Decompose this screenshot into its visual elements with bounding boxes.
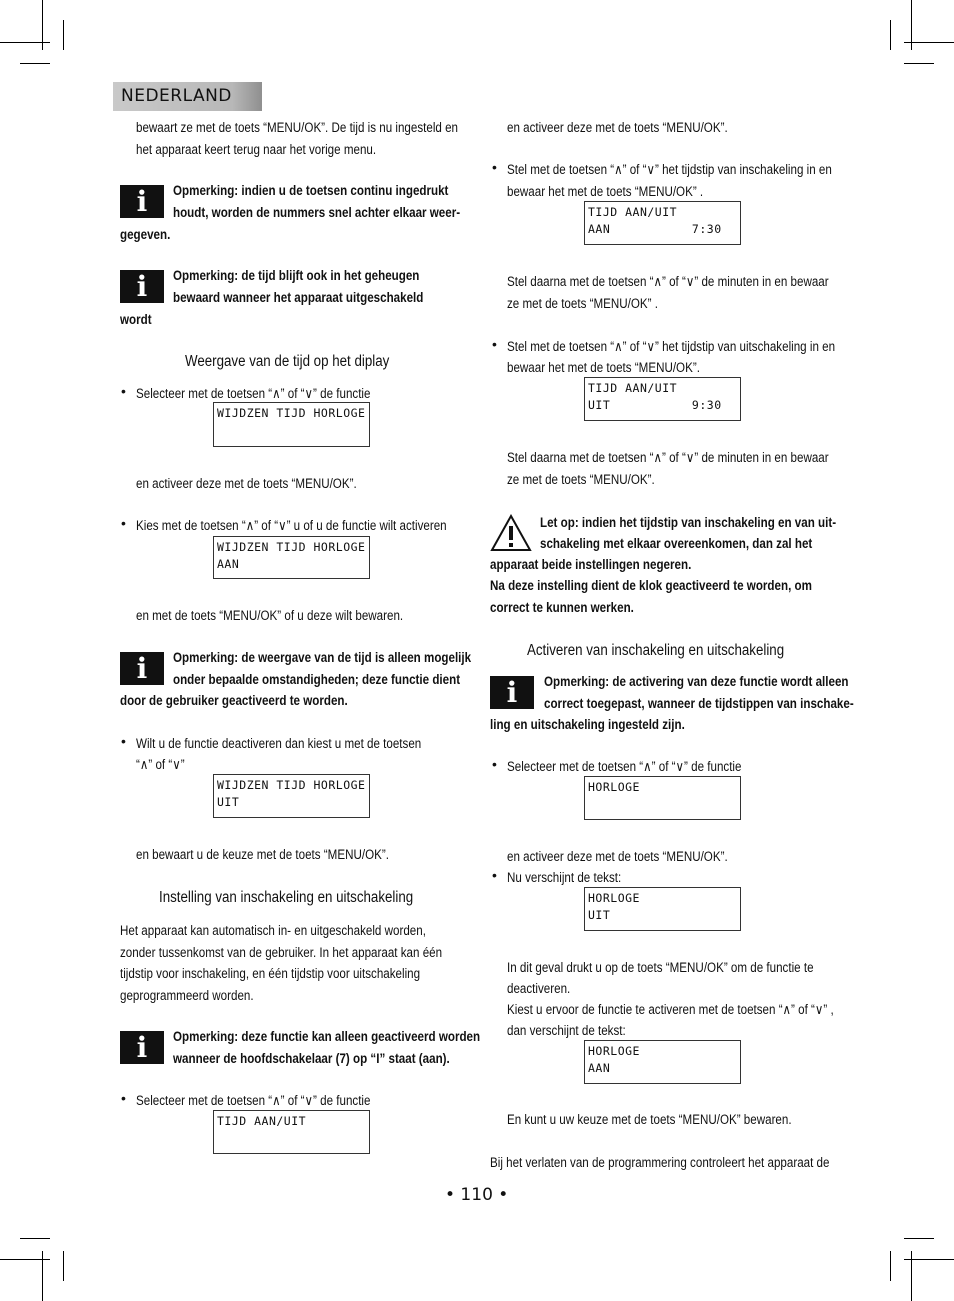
warning-line: schakeling met elkaar overeenkomen, dan zal het <box>540 536 813 551</box>
crop-mark <box>63 20 64 50</box>
bullet: • <box>492 159 497 175</box>
lcd-line: HORLOGE <box>588 780 640 794</box>
bullet-text: Nu verschijnt de tekst: <box>507 870 622 885</box>
lcd-display <box>584 1040 741 1084</box>
warning-line: apparaat beide instellingen negeren. <box>490 557 692 572</box>
bullet: • <box>121 515 126 531</box>
info-icon: i <box>120 1031 164 1064</box>
note-line: Opmerking: deze functie kan alleen geactiveerd worden <box>173 1029 481 1044</box>
info-icon: i <box>120 652 164 685</box>
paragraph: en activeer deze met de toets “MENU/OK”. <box>136 476 357 491</box>
bullet: • <box>121 1090 126 1106</box>
paragraph: Stel daarna met de toetsen “∧” of “∨” de minuten in en bewaar <box>507 450 829 465</box>
paragraph: ze met de toets “MENU/OK”. <box>507 472 655 487</box>
note-line: bewaard wanneer het apparaat uitgeschakeld <box>173 290 424 305</box>
paragraph: geprogrammeerd worden. <box>120 988 254 1003</box>
lcd-line: WIJDZEN TIJD HORLOGE <box>217 540 366 554</box>
paragraph: ze met de toets “MENU/OK” . <box>507 296 658 311</box>
bullet-text: Selecteer met de toetsen “∧” of “∨” de functie <box>507 759 742 774</box>
paragraph: tijdstip voor inschakeling, en één tijdstip voor uitschakeling <box>120 966 421 981</box>
paragraph: In dit geval drukt u op de toets “MENU/OK” om de functie te <box>507 960 814 975</box>
lcd-display <box>213 536 370 579</box>
crop-mark <box>20 63 50 64</box>
crop-mark <box>890 1251 891 1281</box>
note-line: wanneer de hoofdschakelaar (7) op “I” staat (aan). <box>173 1051 450 1066</box>
info-icon: i <box>120 185 164 218</box>
lcd-display <box>213 774 370 818</box>
language-label: NEDERLAND <box>121 86 232 106</box>
note-line: Opmerking: de activering van deze functie wordt alleen <box>544 674 849 689</box>
lcd-line: WIJDZEN TIJD HORLOGE <box>217 778 366 792</box>
warning-line: correct te kunnen werken. <box>490 600 634 615</box>
bullet-text: bewaar het met de toets “MENU/OK”. <box>507 360 700 375</box>
note-line: ling en uitschakeling ingesteld zijn. <box>490 717 685 732</box>
lcd-line: AAN <box>588 1061 611 1075</box>
bullet-text: Wilt u de functie deactiveren dan kiest u met de toetsen <box>136 736 422 751</box>
bullet: • <box>121 383 126 399</box>
warning-line: Na deze instelling dient de klok geactiveerd te worden, om <box>490 578 812 593</box>
lcd-display <box>584 377 741 421</box>
note-line: gegeven. <box>120 227 171 242</box>
lcd-line: UIT 9:30 <box>588 398 722 412</box>
lcd-line: UIT <box>217 795 240 809</box>
paragraph: Het apparaat kan automatisch in- en uitgeschakeld worden, <box>120 923 426 938</box>
crop-mark <box>20 1238 50 1239</box>
note-line: houdt, worden de nummers snel achter elkaar weer- <box>173 205 461 220</box>
note-line: door de gebruiker geactiveerd te worden. <box>120 693 348 708</box>
crop-mark <box>890 20 891 50</box>
warning-icon <box>490 514 532 552</box>
lcd-display <box>584 887 741 931</box>
lcd-line: WIJDZEN TIJD HORLOGE <box>217 406 366 420</box>
note-line: correct toegepast, wanneer de tijdstippen van inschake- <box>544 696 854 711</box>
bullet: • <box>492 336 497 352</box>
crop-mark <box>904 63 934 64</box>
bullet: • <box>121 733 126 749</box>
note-line: Opmerking: indien u de toetsen continu ingedrukt <box>173 183 449 198</box>
crop-mark <box>904 42 954 43</box>
paragraph: en activeer deze met de toets “MENU/OK”. <box>507 849 728 864</box>
bullet-text: Stel met de toetsen “∧” of “∨” het tijdstip van inschakeling in en <box>507 162 832 177</box>
paragraph: Bij het verlaten van de programmering controleert het apparaat de <box>490 1155 830 1170</box>
note-line: Opmerking: de weergave van de tijd is alleen mogelijk <box>173 650 472 665</box>
paragraph: dan verschijnt de tekst: <box>507 1023 626 1038</box>
paragraph: en met de toets “MENU/OK” of u deze wilt bewaren. <box>136 608 404 623</box>
crop-mark <box>904 1259 954 1260</box>
info-icon: i <box>490 676 534 709</box>
lcd-display <box>213 402 370 447</box>
bullet-text: Kies met de toetsen “∧” of “∨” u of u de functie wilt activeren <box>136 518 447 533</box>
warning-line: Let op: indien het tijdstip van inschakeling en van uit- <box>540 515 837 530</box>
crop-mark <box>0 1259 50 1260</box>
section-heading: Activeren van inschakeling en uitschakeling <box>527 642 785 659</box>
language-tab <box>113 82 262 111</box>
bullet: • <box>492 867 497 883</box>
lcd-line: TIJD AAN/UIT <box>588 205 678 219</box>
section-heading: Instelling van inschakeling en uitschakeling <box>159 889 414 906</box>
paragraph: zonder tussenkomst van de gebruiker. In het apparaat kan één <box>120 945 443 960</box>
bullet-text: Selecteer met de toetsen “∧” of “∨” de functie <box>136 386 371 401</box>
lcd-display <box>213 1110 370 1154</box>
paragraph: het apparaat keert terug naar het vorige menu. <box>136 142 377 157</box>
crop-mark <box>0 42 50 43</box>
lcd-line: AAN 7:30 <box>588 222 722 236</box>
paragraph: bewaart ze met de toets “MENU/OK”. De tijd is nu ingesteld en <box>136 120 459 135</box>
lcd-line: HORLOGE <box>588 891 640 905</box>
paragraph: Stel daarna met de toetsen “∧” of “∨” de minuten in en bewaar <box>507 274 829 289</box>
bullet-text: “∧” of “∨” <box>136 757 185 772</box>
bullet-text: Selecteer met de toetsen “∧” of “∨” de functie <box>136 1093 371 1108</box>
lcd-line: AAN <box>217 557 240 571</box>
paragraph: en bewaart u de keuze met de toets “MENU/OK”. <box>136 847 389 862</box>
bullet-text: Stel met de toetsen “∧” of “∨” het tijdstip van uitschakeling in en <box>507 339 836 354</box>
crop-mark <box>63 1251 64 1281</box>
paragraph: En kunt u uw keuze met de toets “MENU/OK” bewaren. <box>507 1112 792 1127</box>
bullet-text: bewaar het met de toets “MENU/OK” . <box>507 184 704 199</box>
lcd-line: UIT <box>588 908 611 922</box>
bullet: • <box>492 756 497 772</box>
info-icon: i <box>120 270 164 303</box>
note-line: Opmerking: de tijd blijft ook in het geheugen <box>173 268 420 283</box>
lcd-line: TIJD AAN/UIT <box>588 381 678 395</box>
paragraph: deactiveren. <box>507 981 571 996</box>
lcd-display <box>584 201 741 245</box>
lcd-display <box>584 776 741 820</box>
crop-mark <box>904 1238 934 1239</box>
note-line: onder bepaalde omstandigheden; deze functie dient <box>173 672 461 687</box>
page-number: • 110 • <box>445 1185 509 1205</box>
paragraph: Kiest u ervoor de functie te activeren met de toetsen “∧” of “∨” , <box>507 1002 834 1017</box>
section-heading: Weergave van de tijd op het diplay <box>185 353 390 370</box>
lcd-line: TIJD AAN/UIT <box>217 1114 307 1128</box>
lcd-line: HORLOGE <box>588 1044 640 1058</box>
note-line: wordt <box>120 312 152 327</box>
paragraph: en activeer deze met de toets “MENU/OK”. <box>507 120 728 135</box>
